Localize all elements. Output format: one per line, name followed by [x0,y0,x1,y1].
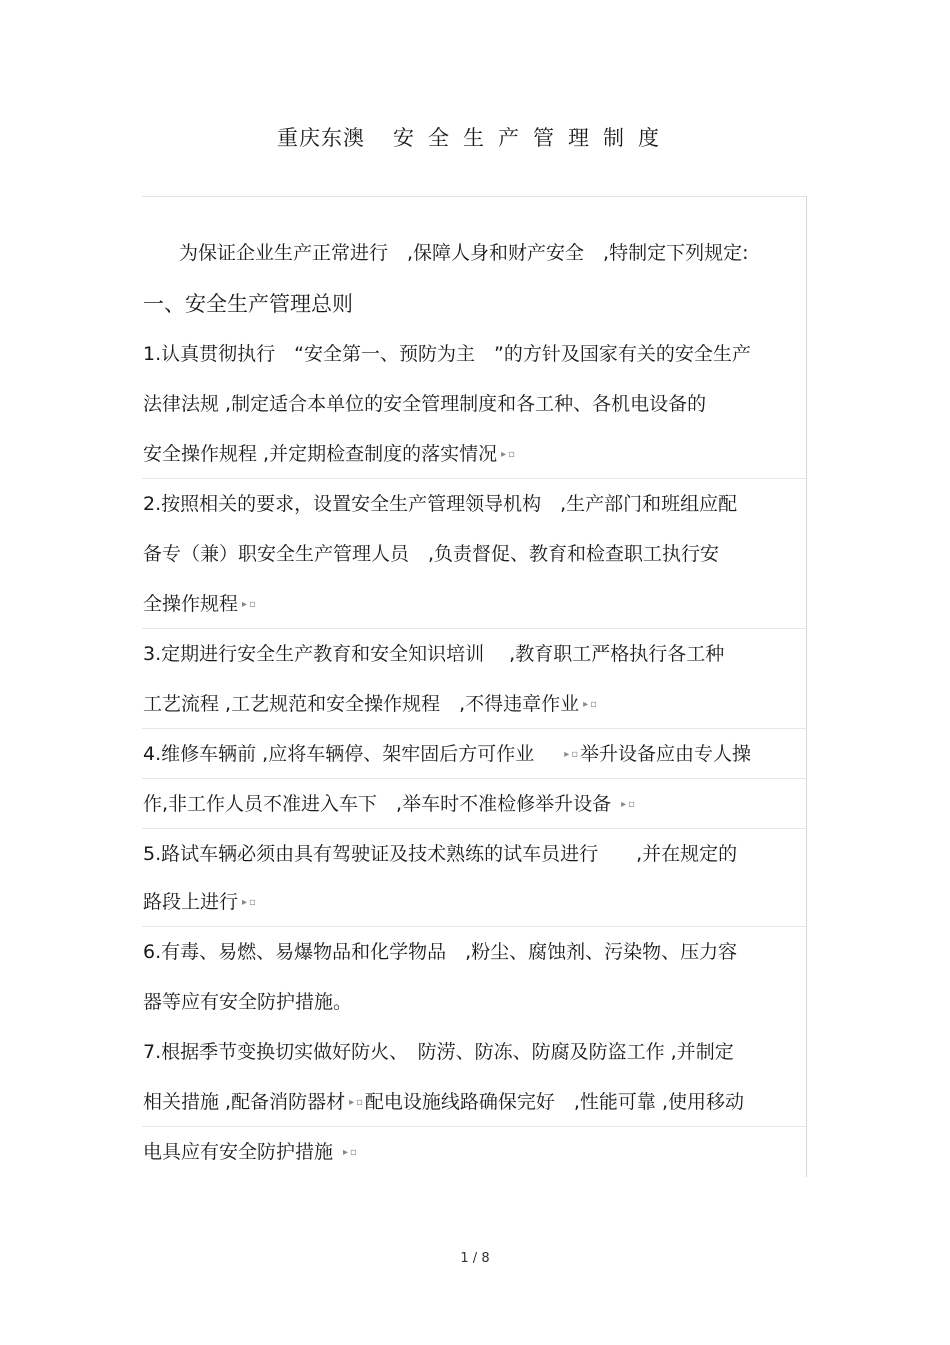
text-line: 1.认真贯彻执行 “安全第一、预防为主 ”的方针及国家有关的安全生产 [143,343,751,365]
text-line: 电具应有安全防护措施 ▸▫ [143,1141,359,1163]
divider [142,778,806,779]
edit-mark-icon: ▸▫ [349,1096,365,1108]
text-line: 相关措施 ,配备消防器材 ▸▫配电设施线路确保完好 ,性能可靠 ,使用移动 [143,1091,745,1113]
text-line: 器等应有安全防护措施。 [143,991,353,1013]
text-line: 3.定期进行安全生产教育和安全知识培训 ,教育职工严格执行各工种 [143,643,725,665]
intro-paragraph: 为保证企业生产正常进行 ,保障人身和财产安全 ,特制定下列规定: [179,242,749,264]
text-line: 6.有毒、易燃、易爆物品和化学物品 ,粉尘、腐蚀剂、污染物、压力容 [143,941,738,963]
divider [142,828,806,829]
edit-mark-icon: ▸▫ [242,598,258,610]
text-line: 全操作规程 ▸▫ [143,593,258,615]
edit-mark-icon: ▸▫ [583,698,599,710]
section-heading: 一、安全生产管理总则 [143,292,353,316]
text-line: 4.维修车辆前 ,应将车辆停、架牢固后方可作业 ▸▫举升设备应由专人操 [143,743,752,765]
text-line: 7.根据季节变换切实做好防火、 防涝、防冻、防腐及防盗工作 ,并制定 [143,1041,734,1063]
text-line: 作,非工作人员不准进入车下 ,举车时不准检修举升设备 ▸▫ [143,793,637,815]
text-line: 2.按照相关的要求，设置安全生产管理领导机构 ,生产部门和班组应配 [143,493,738,515]
divider [142,628,806,629]
edit-mark-icon: ▸▫ [621,798,637,810]
divider [142,478,806,479]
text-line: 路段上进行 ▸▫ [143,891,258,913]
divider [142,728,806,729]
edit-mark-icon: ▸▫ [564,748,581,760]
text-line: 备专（兼）职安全生产管理人员 ,负责督促、教育和检查职工执行安 [143,543,720,565]
edit-mark-icon: ▸▫ [501,448,517,460]
document-title [0,122,950,152]
title-text: 安全生产管理制度 [393,126,673,150]
divider [142,926,806,927]
page-number: 1 / 8 [460,1251,490,1266]
text-line: 5.路试车辆必须由具有驾驶证及技术熟练的试车员进行 ,并在规定的 [143,843,738,865]
edit-mark-icon: ▸▫ [242,896,258,908]
edit-mark-icon: ▸▫ [343,1146,359,1158]
title-company: 重庆东澳 [277,126,365,150]
text-line: 工艺流程 ,工艺规范和安全操作规程 ,不得违章作业 ▸▫ [143,693,599,715]
text-line: 法律法规 ,制定适合本单位的安全管理制度和各工种、各机电设备的 [143,393,707,415]
divider [142,1126,806,1127]
text-line: 安全操作规程 ,并定期检查制度的落实情况 ▸▫ [143,443,517,465]
